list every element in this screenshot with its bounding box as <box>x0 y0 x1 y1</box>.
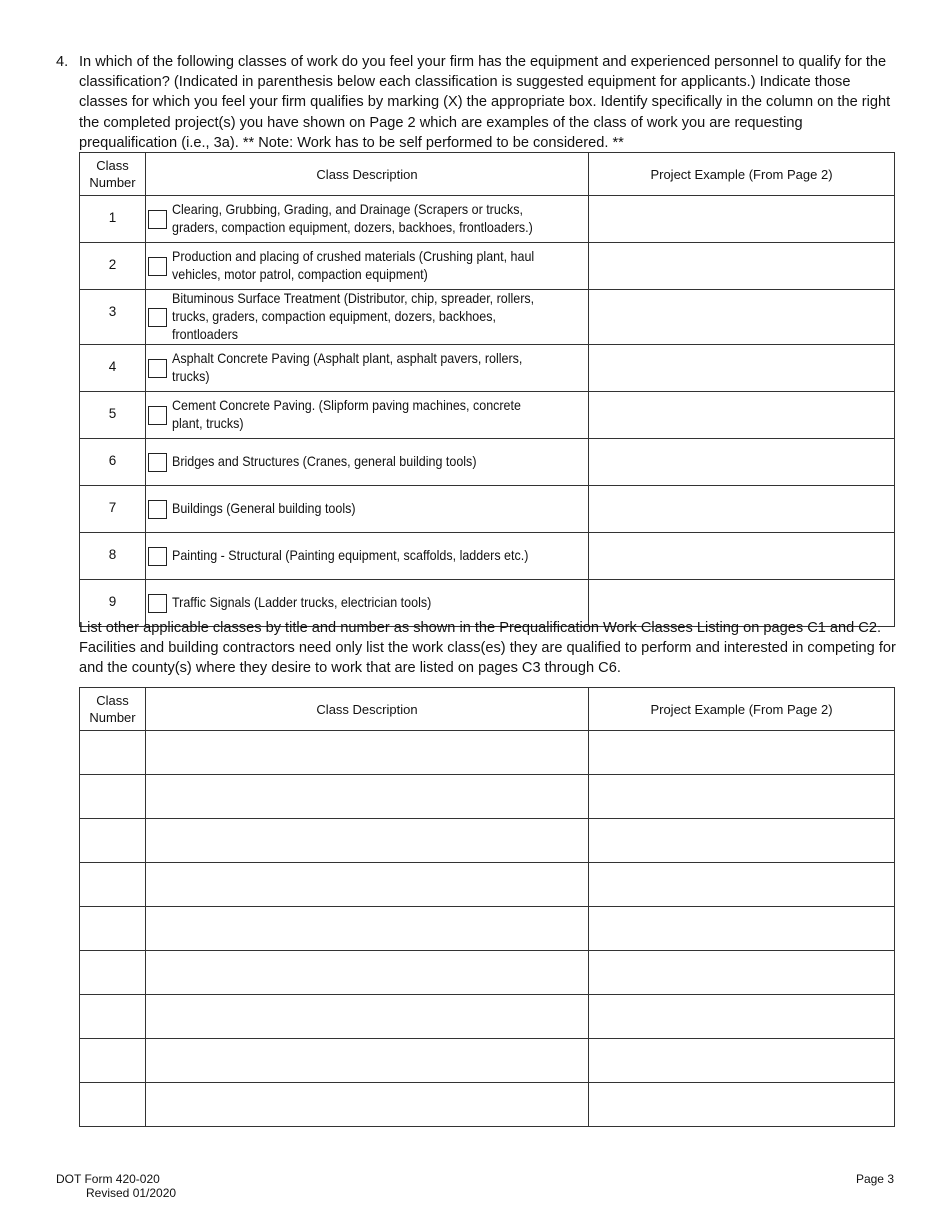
work-class-row-1 <box>80 196 895 243</box>
class-description-field[interactable] <box>146 775 589 819</box>
class-number-field[interactable] <box>80 863 146 907</box>
class-number: 6 <box>80 439 146 486</box>
other-class-row <box>80 731 895 775</box>
class-description-header: Class Description <box>146 688 589 731</box>
project-example-field[interactable] <box>589 775 895 819</box>
project-example-field[interactable] <box>589 392 895 439</box>
other-classes-instructions: List other applicable classes by title and number as shown in the Prequalification Work Classes Listing on pages C1 and C2. Facilities and building contractors need only list the work class(es) they are qualified to perform and interested in competing for and the county(s) where they desire to work that are listed on pages C3 through C6. <box>79 620 896 677</box>
table-header-row <box>80 688 895 731</box>
form-number: DOT Form 420-020 <box>56 1172 160 1186</box>
class-number-field[interactable] <box>80 951 146 995</box>
project-example-field[interactable] <box>589 819 895 863</box>
class-description: Bituminous Surface Treatment (Distributor, chip, spreader, rollers, trucks, graders, compaction equipment, dozers, backhoes, frontloaders <box>172 291 535 342</box>
work-class-row-5 <box>80 392 895 439</box>
work-class-row-3 <box>80 290 895 345</box>
class-description-field[interactable] <box>146 819 589 863</box>
project-example-field[interactable] <box>589 1083 895 1127</box>
class-number: 2 <box>80 243 146 290</box>
class-description-field[interactable] <box>146 995 589 1039</box>
project-example-field[interactable] <box>589 196 895 243</box>
class-description-field[interactable] <box>146 1039 589 1083</box>
work-class-row-6 <box>80 439 895 486</box>
class-description-cell <box>146 439 589 486</box>
class-number-field[interactable] <box>80 731 146 775</box>
class-number-field[interactable] <box>80 907 146 951</box>
class-description: Traffic Signals (Ladder trucks, electrician tools) <box>172 595 432 610</box>
other-class-row <box>80 951 895 995</box>
class-number: 1 <box>80 196 146 243</box>
class-description-cell <box>146 243 589 290</box>
class-1-checkbox[interactable] <box>148 210 167 229</box>
project-example-field[interactable] <box>589 243 895 290</box>
project-example-header: Project Example (From Page 2) <box>589 153 895 196</box>
question-text: In which of the following classes of work do you feel your firm has the equipment and experienced personnel to qualify for the classification? (Indicated in parenthesis below each classification is suggested equipment for applicants.) Indicate those classes for which you feel your firm qualifies by marking (X) the appropriate box. Identify specifically in the column on the right the completed project(s) you have shown on Page 2 which are examples of the class of work you are requesting prequalification (i.e., 3a). ** Note: Work has to be self performed to be considered. ** <box>79 54 891 151</box>
class-2-checkbox[interactable] <box>148 257 167 276</box>
project-example-field[interactable] <box>589 1039 895 1083</box>
class-number-field[interactable] <box>80 995 146 1039</box>
work-class-row-4 <box>80 345 895 392</box>
class-number-header: Class Number <box>80 688 146 731</box>
project-example-field[interactable] <box>589 533 895 580</box>
work-class-row-8 <box>80 533 895 580</box>
project-example-field[interactable] <box>589 863 895 907</box>
class-number: 7 <box>80 486 146 533</box>
class-4-checkbox[interactable] <box>148 359 167 378</box>
class-description-cell <box>146 533 589 580</box>
page-number: Page 3 <box>855 1172 894 1186</box>
class-description: Cement Concrete Paving. (Slipform paving machines, concrete plant, trucks) <box>172 398 521 431</box>
class-description: Painting - Structural (Painting equipment, scaffolds, ladders etc.) <box>172 548 529 563</box>
class-number-header: Class Number <box>80 153 146 196</box>
class-description-field[interactable] <box>146 731 589 775</box>
project-example-field[interactable] <box>589 907 895 951</box>
class-description-cell <box>146 196 589 243</box>
class-number: 9 <box>80 580 146 627</box>
work-class-row-2 <box>80 243 895 290</box>
project-example-field[interactable] <box>589 731 895 775</box>
work-class-table <box>79 152 895 627</box>
other-class-row <box>80 819 895 863</box>
class-description-field[interactable] <box>146 907 589 951</box>
project-example-field[interactable] <box>589 486 895 533</box>
other-class-row <box>80 995 895 1039</box>
class-description: Asphalt Concrete Paving (Asphalt plant, asphalt pavers, rollers, trucks) <box>172 351 523 384</box>
class-number: 8 <box>80 533 146 580</box>
class-3-checkbox[interactable] <box>148 308 167 327</box>
class-description-cell <box>146 486 589 533</box>
project-example-field[interactable] <box>589 439 895 486</box>
project-example-field[interactable] <box>589 345 895 392</box>
class-number-field[interactable] <box>80 819 146 863</box>
class-5-checkbox[interactable] <box>148 406 167 425</box>
class-description: Bridges and Structures (Cranes, general building tools) <box>172 454 477 469</box>
other-class-row <box>80 907 895 951</box>
class-number: 3 <box>80 290 146 345</box>
other-class-row <box>80 1039 895 1083</box>
project-example-header: Project Example (From Page 2) <box>589 688 895 731</box>
class-6-checkbox[interactable] <box>148 453 167 472</box>
project-example-field[interactable] <box>589 951 895 995</box>
class-number-field[interactable] <box>80 1039 146 1083</box>
project-example-field[interactable] <box>589 995 895 1039</box>
other-classes-table <box>79 687 895 1127</box>
class-number: 5 <box>80 392 146 439</box>
class-number: 4 <box>80 345 146 392</box>
table-header-row <box>80 153 895 196</box>
class-description-cell <box>146 392 589 439</box>
class-description: Clearing, Grubbing, Grading, and Drainage (Scrapers or trucks, graders, compaction equipment, dozers, backhoes, frontloaders.) <box>172 202 533 235</box>
class-description-field[interactable] <box>146 863 589 907</box>
class-description-header: Class Description <box>146 153 589 196</box>
other-class-row <box>80 775 895 819</box>
class-description-cell <box>146 345 589 392</box>
class-description: Production and placing of crushed materials (Crushing plant, haul vehicles, motor patrol, compaction equipment) <box>172 249 535 282</box>
class-description-cell <box>146 290 589 345</box>
class-8-checkbox[interactable] <box>148 547 167 566</box>
class-description: Buildings (General building tools) <box>172 501 356 516</box>
class-9-checkbox[interactable] <box>148 594 167 613</box>
other-class-row <box>80 863 895 907</box>
question-number: 4. <box>56 54 69 70</box>
other-class-row <box>80 1083 895 1127</box>
revision-date: Revised 01/2020 <box>86 1186 177 1200</box>
work-class-row-7 <box>80 486 895 533</box>
project-example-field[interactable] <box>589 290 895 345</box>
class-description-field[interactable] <box>146 1083 589 1127</box>
class-number-field[interactable] <box>80 775 146 819</box>
class-description-field[interactable] <box>146 951 589 995</box>
class-7-checkbox[interactable] <box>148 500 167 519</box>
class-number-field[interactable] <box>80 1083 146 1127</box>
